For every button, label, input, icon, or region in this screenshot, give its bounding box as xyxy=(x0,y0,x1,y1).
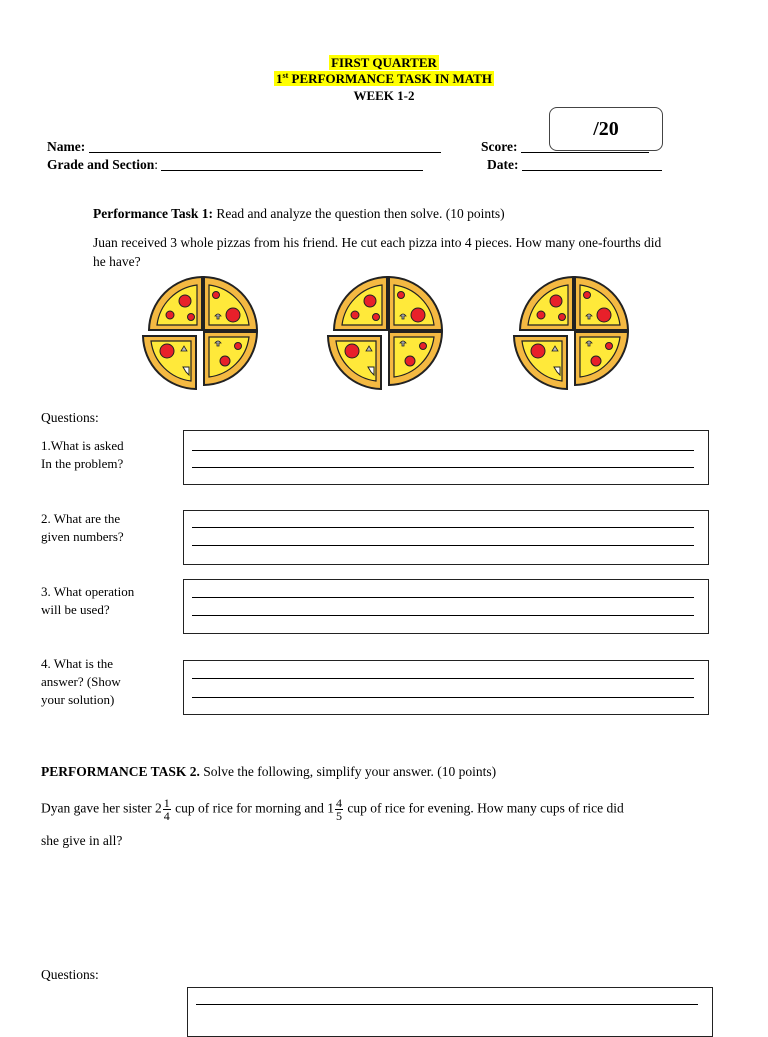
task1-title: Performance Task 1: xyxy=(93,206,213,221)
name-field xyxy=(47,139,441,155)
answer-line xyxy=(192,450,694,451)
pizza-icon xyxy=(143,277,257,389)
answer-line xyxy=(192,545,694,546)
header-first-quarter: FIRST QUARTER xyxy=(331,55,437,70)
pizza-icon xyxy=(514,277,628,389)
header-week: WEEK 1-2 xyxy=(353,88,415,103)
task2-heading xyxy=(41,764,496,780)
name-label: Name: xyxy=(47,139,86,154)
question-4-answer-box[interactable] xyxy=(183,660,709,715)
answer-line xyxy=(192,615,694,616)
task1-instruction: Read and analyze the question then solve. (10 points) xyxy=(212,206,505,221)
header-ordinal-suffix: st xyxy=(282,71,289,80)
question-3-line-2: will be used? xyxy=(41,602,110,617)
question-3-line-1: 3. What operation xyxy=(41,584,135,599)
task2-instruction: Solve the following, simplify your answer. (10 points) xyxy=(199,764,497,779)
header-line-2 xyxy=(0,71,768,87)
score-field xyxy=(481,139,649,155)
answer-line xyxy=(192,678,694,679)
date-field xyxy=(487,157,662,173)
task2-problem-line-1 xyxy=(41,797,624,822)
question-1-label xyxy=(41,437,124,473)
name-blank[interactable] xyxy=(89,140,441,153)
fraction-four-fifths xyxy=(335,797,343,822)
task1-heading xyxy=(93,206,505,222)
task2-questions-heading: Questions: xyxy=(41,967,99,982)
question-4-line-1: 4. What is the xyxy=(41,656,113,671)
pizza-icon xyxy=(328,277,442,389)
task2-text-1: Dyan gave her sister 2 xyxy=(41,800,162,816)
fraction-denominator: 5 xyxy=(336,809,343,823)
pizzas-illustration xyxy=(0,276,768,398)
question-1-line-2: In the problem? xyxy=(41,456,124,471)
question-1-answer-box[interactable] xyxy=(183,430,709,485)
task1-problem: Juan received 3 whole pizzas from his friend. He cut each pizza into 4 pieces. How many one-fourths did he have? xyxy=(93,235,662,269)
answer-line xyxy=(196,1004,698,1005)
task2-text-2: cup of rice for morning and 1 xyxy=(171,800,335,816)
question-3-label xyxy=(41,583,134,619)
question-3-answer-box[interactable] xyxy=(183,579,709,634)
date-label: Date: xyxy=(487,157,519,172)
score-blank[interactable] xyxy=(521,140,649,153)
task2-answer-box[interactable] xyxy=(187,987,713,1037)
header-performance-task xyxy=(274,71,494,86)
header-ordinal-number: 1 xyxy=(276,71,283,86)
answer-line xyxy=(192,597,694,598)
grade-section-blank[interactable] xyxy=(161,158,423,171)
fraction-numerator: 1 xyxy=(163,796,170,810)
answer-line xyxy=(192,527,694,528)
fraction-denominator: 4 xyxy=(163,809,170,823)
score-label: Score: xyxy=(481,139,518,154)
score-box: /20 xyxy=(549,107,663,151)
question-4-line-3: your solution) xyxy=(41,692,115,707)
header-line-1 xyxy=(0,55,768,71)
task2-problem-line-2: she give in all? xyxy=(41,833,123,848)
question-4-label xyxy=(41,655,121,709)
grade-section-field xyxy=(47,157,423,173)
header-title-rest: PERFORMANCE TASK IN MATH xyxy=(288,71,492,86)
question-2-answer-box[interactable] xyxy=(183,510,709,565)
date-blank[interactable] xyxy=(522,158,662,171)
question-2-line-1: 2. What are the xyxy=(41,511,121,526)
task2-text-3: cup of rice for evening. How many cups of rice did xyxy=(344,800,624,816)
fraction-numerator: 4 xyxy=(336,796,343,810)
question-2-line-2: given numbers? xyxy=(41,529,124,544)
grade-section-label: Grade and Section xyxy=(47,157,155,172)
grade-section-colon: : xyxy=(154,157,159,172)
answer-line xyxy=(192,467,694,468)
task1-questions-heading: Questions: xyxy=(41,410,99,425)
question-4-line-2: answer? (Show xyxy=(41,674,121,689)
question-2-label xyxy=(41,510,124,546)
question-1-line-1: 1.What is asked xyxy=(41,438,124,453)
fraction-one-fourth xyxy=(163,797,171,822)
task2-title: PERFORMANCE TASK 2. xyxy=(41,764,200,779)
answer-line xyxy=(192,697,694,698)
